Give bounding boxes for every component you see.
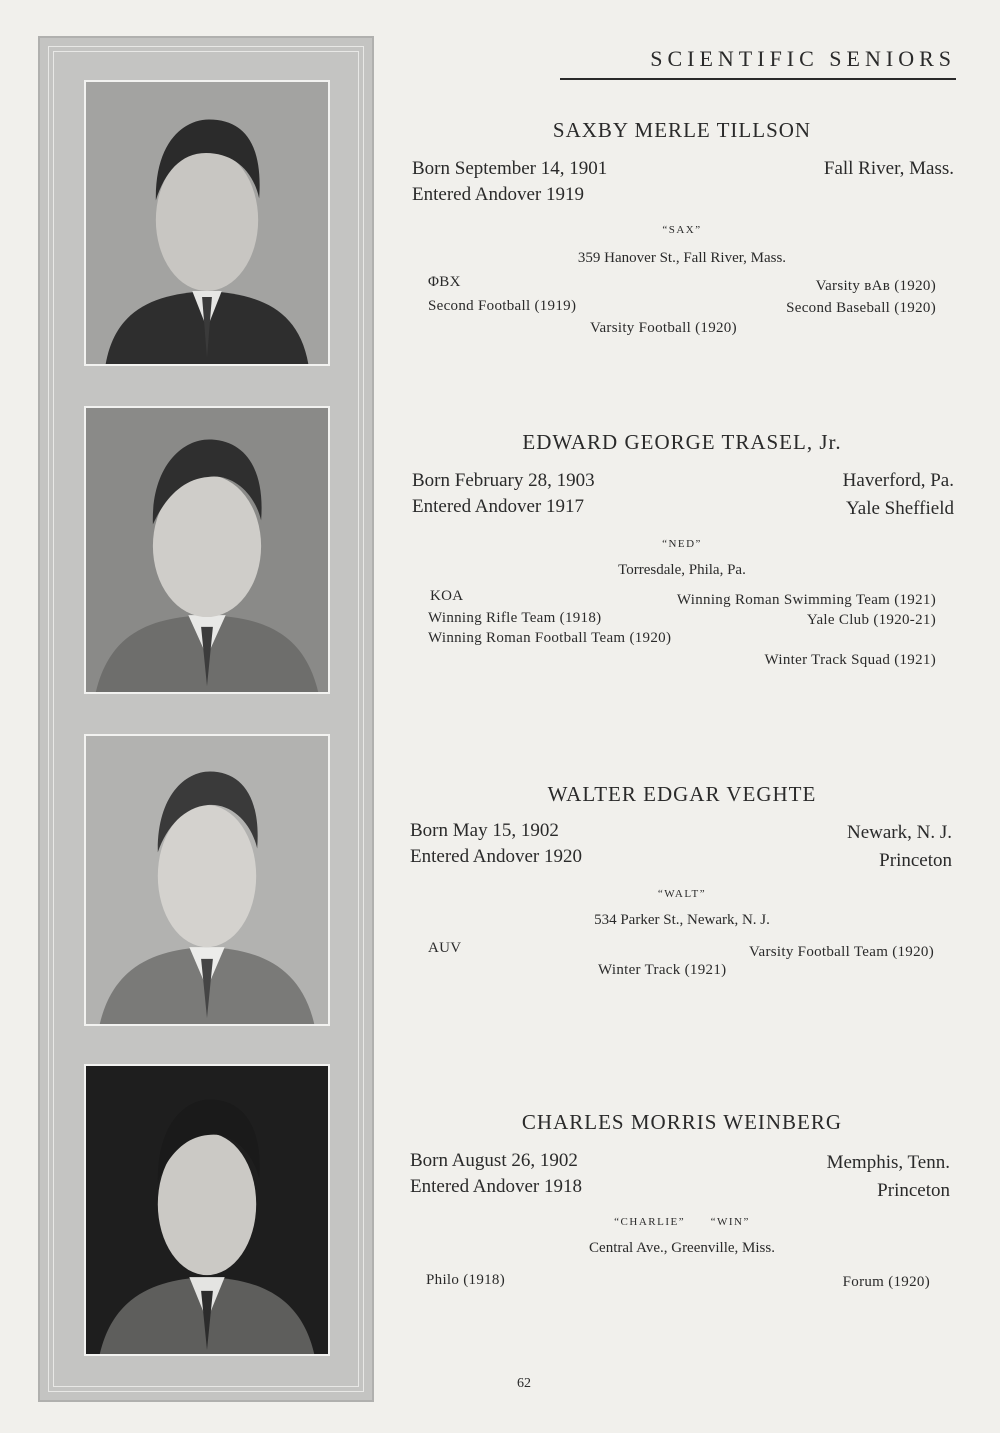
born-date: Born February 28, 1903 — [412, 470, 595, 491]
portrait-photo — [84, 1064, 330, 1356]
address: 534 Parker St., Newark, N. J. — [594, 912, 770, 928]
college: Princeton — [877, 1180, 950, 1201]
senior-name: SAXBY MERLE TILLSON — [552, 118, 812, 142]
hometown: Haverford, Pa. — [842, 470, 954, 491]
activity: ΦBX — [428, 274, 461, 290]
entered-year: Entered Andover 1920 — [410, 846, 583, 867]
entered-year: Entered Andover 1918 — [410, 1176, 583, 1197]
hometown: Memphis, Tenn. — [826, 1152, 950, 1173]
activity: Forum (1920) — [842, 1274, 930, 1290]
nickname: “SAX” — [662, 224, 702, 236]
activity: KOA — [430, 588, 464, 604]
activity: Second Baseball (1920) — [786, 300, 936, 316]
college: Yale Sheffield — [845, 498, 954, 519]
born-date: Born May 15, 1902 — [410, 820, 559, 841]
portrait-photo — [84, 80, 330, 366]
activity: Philo (1918) — [426, 1272, 506, 1288]
college: Princeton — [879, 850, 952, 871]
born-date: Born September 14, 1901 — [412, 158, 608, 179]
hometown: Newark, N. J. — [846, 822, 952, 843]
activity: AUV — [428, 940, 462, 956]
senior-name: EDWARD GEORGE TRASEL, Jr. — [522, 430, 842, 454]
activity: Varsity Football (1920) — [590, 320, 737, 336]
portrait-photo — [84, 406, 330, 694]
entered-year: Entered Andover 1919 — [412, 184, 585, 205]
senior-name: WALTER EDGAR VEGHTE — [547, 782, 817, 806]
address: Central Ave., Greenville, Miss. — [589, 1240, 775, 1256]
address: Torresdale, Phila, Pa. — [618, 562, 746, 578]
portrait-photo — [84, 734, 330, 1026]
page-number: 62 — [517, 1376, 531, 1391]
activity: Winter Track (1921) — [598, 962, 727, 978]
activity: Winter Track Squad (1921) — [764, 652, 936, 668]
nickname: “NED” — [662, 538, 702, 550]
nickname: “WALT” — [657, 888, 707, 900]
activity: Winning Rifle Team (1918) — [428, 610, 602, 626]
activity: Varsity Football Team (1920) — [749, 944, 934, 960]
address: 359 Hanover St., Fall River, Mass. — [577, 250, 787, 266]
page-title: SCIENTIFIC SENIORS — [560, 46, 956, 80]
senior-name: CHARLES MORRIS WEINBERG — [521, 1110, 843, 1134]
hometown: Fall River, Mass. — [823, 158, 954, 179]
activity: Winning Roman Football Team (1920) — [428, 630, 672, 646]
activity: Second Football (1919) — [428, 298, 577, 314]
photo-strip — [38, 36, 374, 1402]
activity: Yale Club (1920-21) — [806, 612, 936, 628]
born-date: Born August 26, 1902 — [410, 1150, 578, 1171]
entered-year: Entered Andover 1917 — [412, 496, 585, 517]
activity: Varsity ʙAʙ (1920) — [815, 278, 936, 294]
activity: Winning Roman Swimming Team (1921) — [676, 592, 936, 608]
nickname: “CHARLIE” “WIN” — [614, 1216, 750, 1228]
